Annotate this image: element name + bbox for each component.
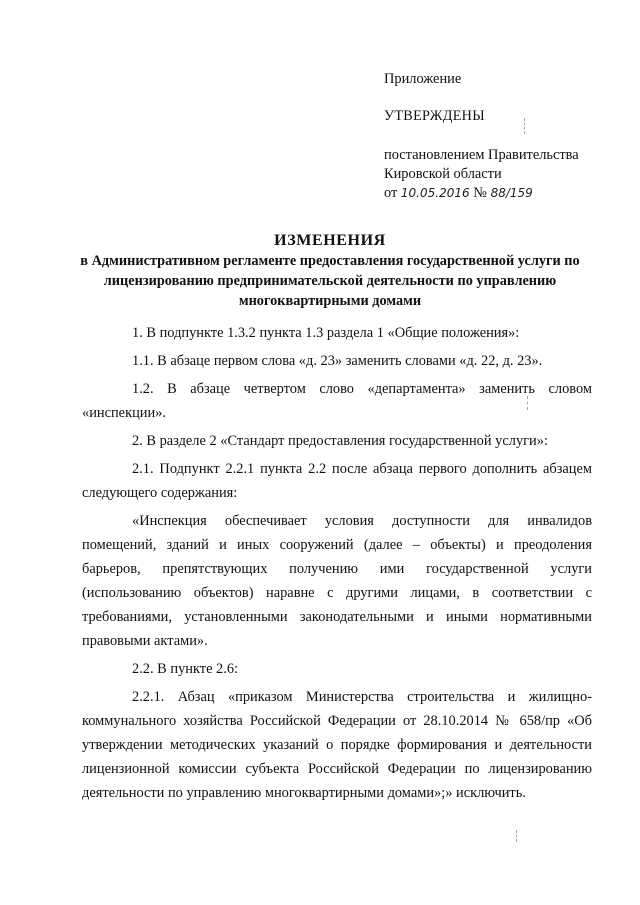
paragraph-2-2-1: 2.2.1. Абзац «приказом Министерства строительства и жилищно-коммунального хозяйства Российской Федерации от 28.10.2014 № 658/пр «Об утверждении методических указаний о порядке формирования и деятельности лицензионной комиссии субъекта Российской Федерации по лицензированию деятельности по управлению многоквартирными домами»;» исключить. (82, 689, 592, 801)
paragraph-1-2: 1.2. В абзаце четвертом слово «департамента» заменить словом «инспекции». (82, 381, 592, 421)
approval-block (384, 70, 614, 203)
paragraph-quote: «Инспекция обеспечивает условия доступности для инвалидов помещений, зданий и иных сооружений (далее – объекты) и преодоления барьеров, препятствующих получению ими государственной услуги (использованию объектов) наравне с другими лицами, в соответствии с требованиями, установленными законодательными и иными нормативными правовыми актами». (82, 513, 592, 649)
paragraph-2-1: 2.1. Подпункт 2.2.1 пункта 2.2 после абзаца первого дополнить абзацем следующего содержания: (82, 461, 592, 501)
date-number-line (384, 184, 614, 203)
title-block (60, 231, 600, 311)
date-prefix: от (384, 185, 398, 201)
document-title: ИЗМЕНЕНИЯ (274, 232, 386, 249)
scan-artifact-mark (527, 396, 529, 410)
number-sign: № (473, 185, 487, 201)
paragraph-2: 2. В разделе 2 «Стандарт предоставления государственной услуги»: (132, 433, 548, 449)
appendix-label: Приложение (384, 71, 462, 87)
decree-line-2: Кировской области (384, 166, 502, 182)
document-body (82, 321, 592, 809)
paragraph-1-1: 1.1. В абзаце первом слова «д. 23» заменить словами «д. 22, д. 23». (132, 353, 543, 369)
paragraph-2-2: 2.2. В пункте 2.6: (132, 661, 239, 677)
approved-label: УТВЕРЖДЕНЫ (384, 108, 485, 124)
scan-artifact-mark (516, 830, 518, 842)
decree-number: 88/159 (490, 186, 533, 200)
scan-artifact-mark (524, 118, 526, 134)
document-subtitle: в Административном регламенте предоставления государственной услуги по лицензированию предпринимательской деятельности по управлению многоквартирными домами (80, 253, 580, 309)
decree-line-1: постановлением Правительства (384, 147, 579, 163)
decree-date: 10.05.2016 (400, 186, 470, 200)
paragraph-1: 1. В подпункте 1.3.2 пункта 1.3 раздела 1 «Общие положения»: (132, 325, 520, 341)
